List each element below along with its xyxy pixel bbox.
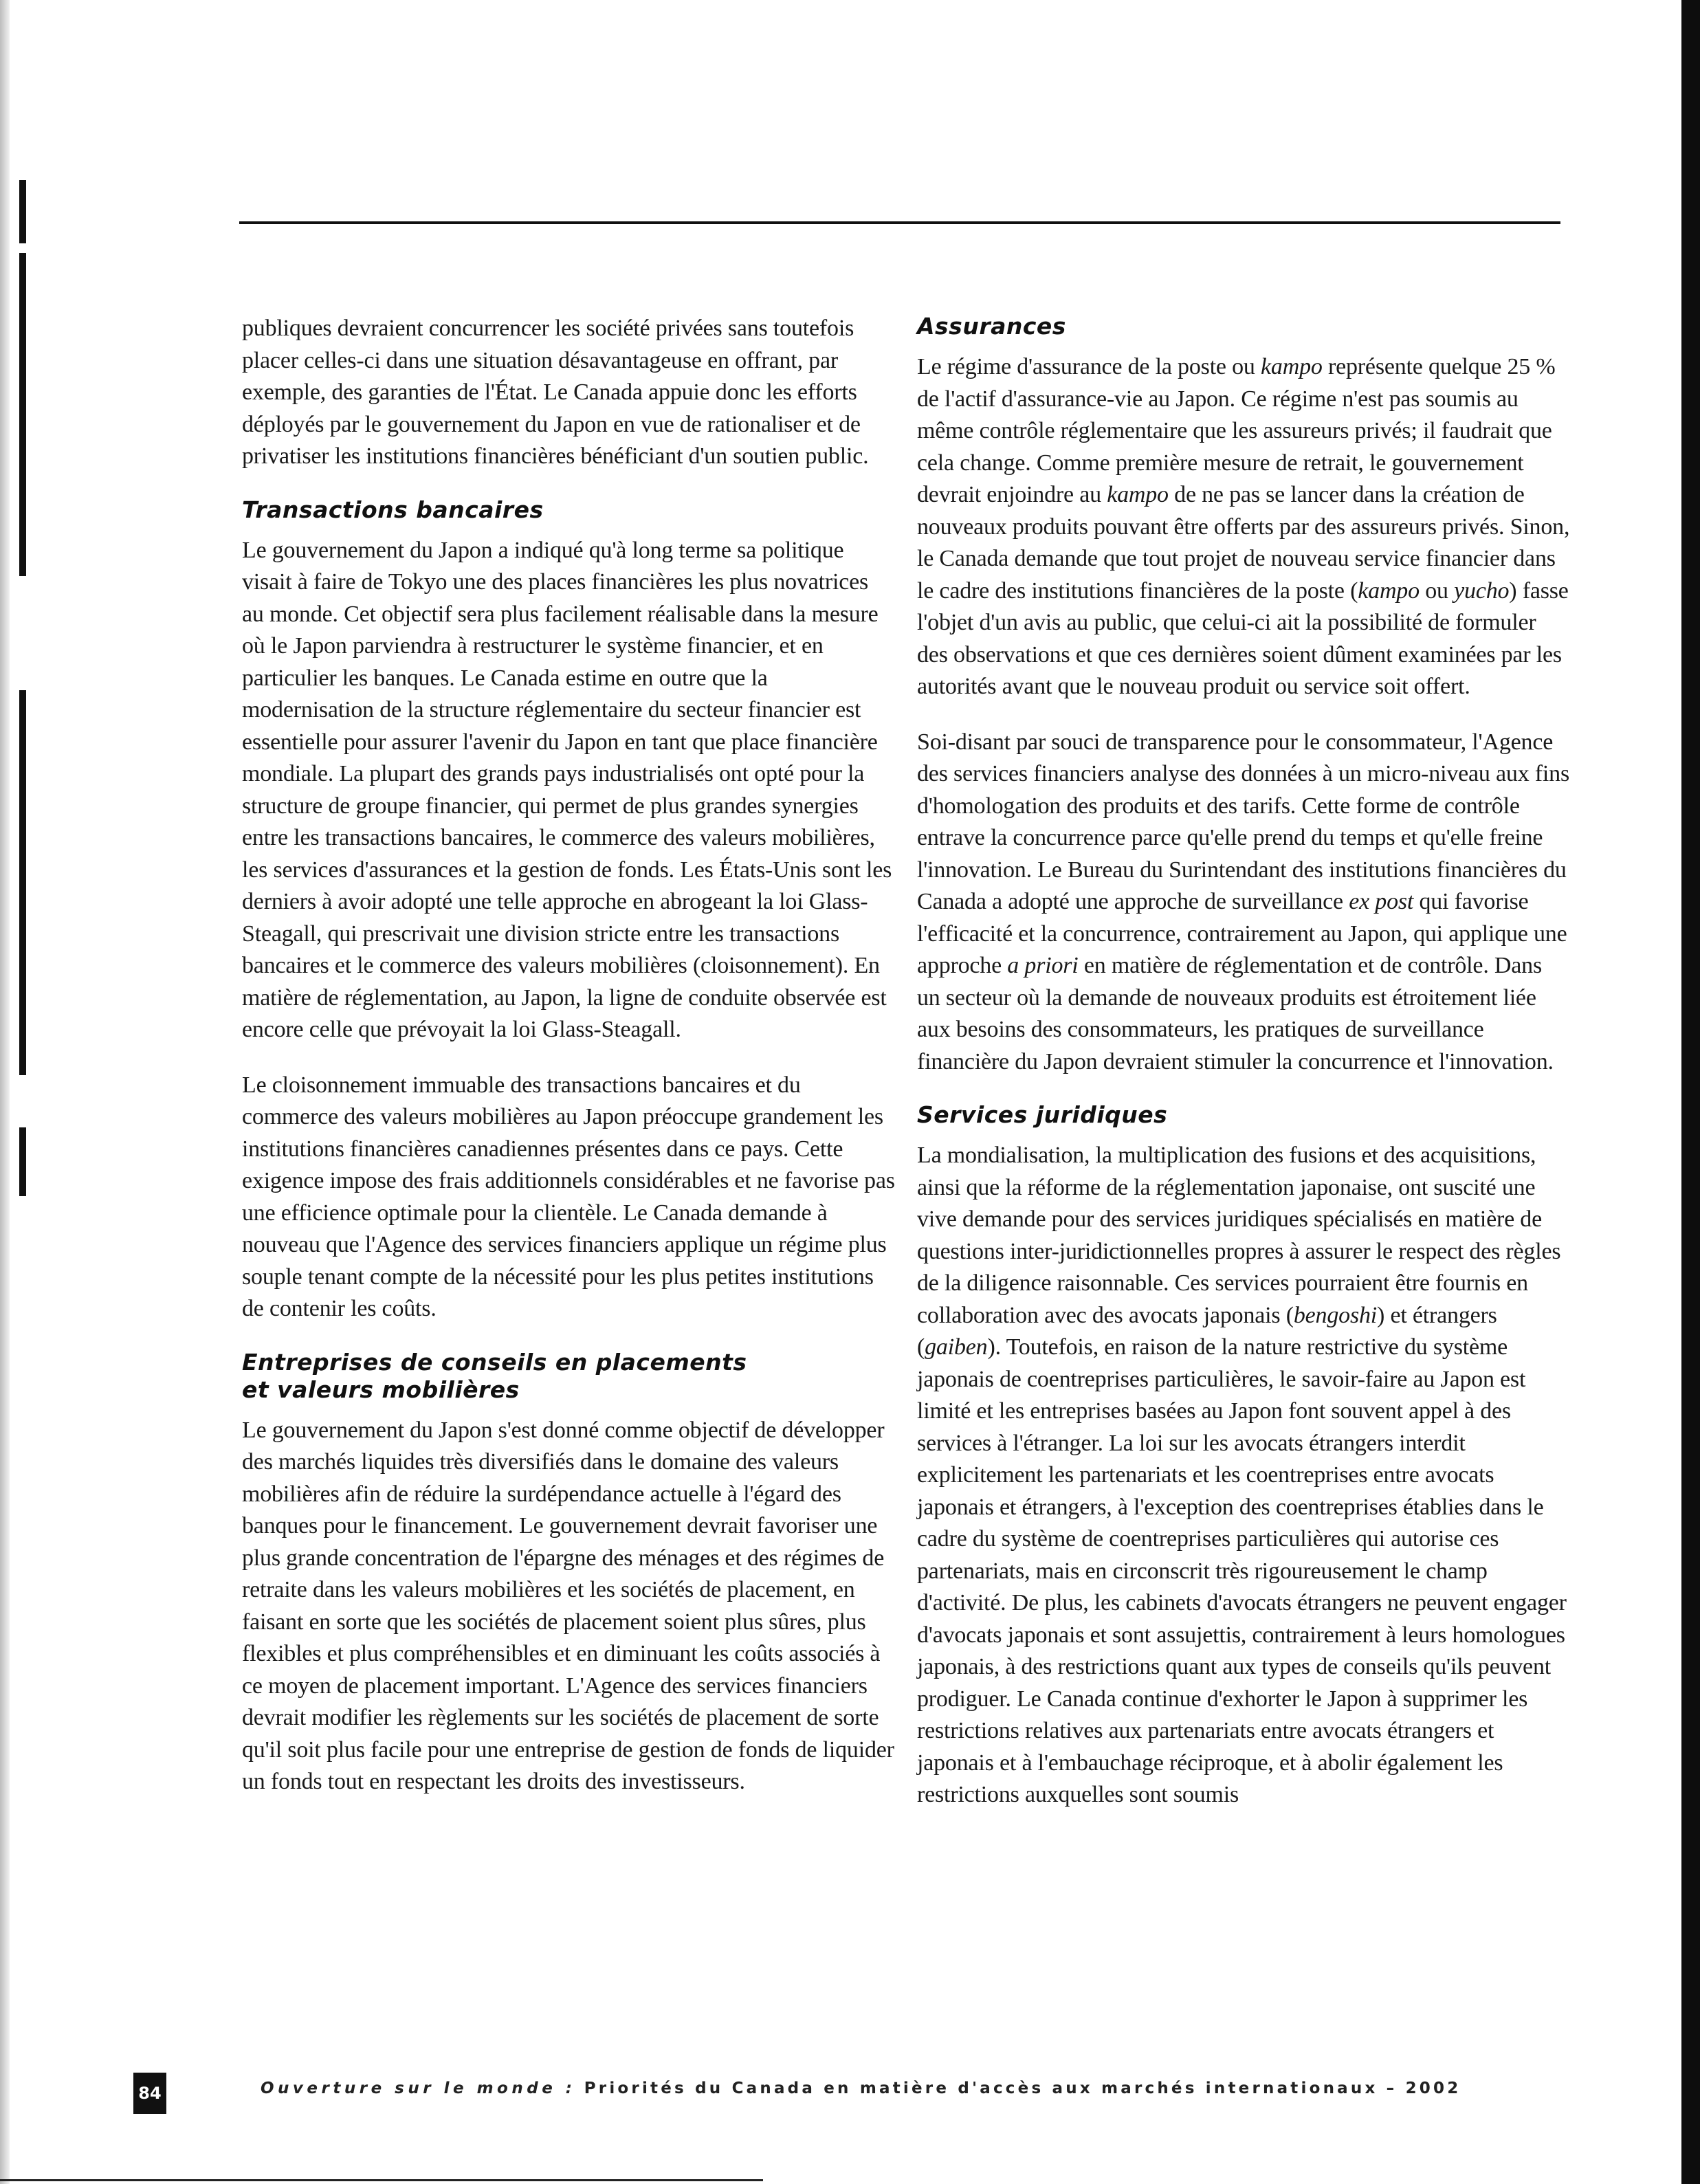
scan-mark bbox=[19, 1127, 26, 1196]
heading-line: et valeurs mobilières bbox=[242, 1376, 520, 1403]
paragraph: Le gouvernement du Japon a indiqué qu'à long terme sa politique visait à faire de Tokyo une des places financières les plus novatrices au monde. Cet objectif sera plus facilement réalisable dans la mesure où le Japon parviendra à restructurer le système financier, et en particulier les banques. Le Canada estime en outre que la modernisation de la structure réglementaire du secteur financier est essentielle pour assurer l'avenir du Japon en tant que place financière mondiale. La plupart des grands pays industrialisés ont opté pour la structure de groupe financier, qui permet de plus grandes synergies entre les transactions bancaires, le commerce des valeurs mobilières, les services d'assurances et la gestion de fonds. Les États-Unis sont les derniers à avoir adopté une telle approche en abrogeant la loi Glass-Steagall, qui prescrivait une division stricte entre les transactions bancaires et le commerce des valeurs mobilières (cloisonnement). En matière de réglementation, au Japon, la ligne de conduite observée est encore celle que prévoyait la loi Glass-Steagall. bbox=[242, 537, 892, 1042]
scan-mark bbox=[19, 180, 26, 243]
paragraph: La mondialisation, la multiplication des fusions et des acquisitions, ainsi que la réforme de la réglementation japonaise, ont suscité une vive demande pour des services juridiques spécialisés en matière de questions inter-juridictionnelles propres à assurer le respect des règles de la diligence raisonnable. Ces services pourraient être fournis en collaboration avec des avocats japonais (bengoshi) et étrangers (gaiben). Toutefois, en raison de la nature restrictive du système japonais de coentreprises particulières, le savoir-faire au Japon est limité et les entreprises basées au Japon font souvent appel à des services à l'étranger. La loi sur les avocats étrangers interdit explicitement les partenariats et les coentreprises entre avocats japonais et étrangers, à l'exception des coentreprises établies dans le cadre du système de coentreprises particulières qui autorise ces partenariats, mais en circonscrit très rigoureusement le champ d'activité. De plus, les cabinets d'avocats étrangers ne peuvent engager d'avocats japonais et sont assujettis, contrairement à leurs homologues japonais, à des restrictions quant aux types de conseils qu'ils peuvent prodiguer. Le Canada continue d'exhorter le Japon à supprimer les restrictions relatives aux partenariats entre avocats étrangers et japonais et à l'embauchage réciproque, et à abolir également les restrictions auxquelles sont soumis bbox=[917, 1143, 1567, 1807]
section-heading-assurances: Assurances bbox=[917, 313, 1066, 340]
left-column bbox=[242, 313, 895, 1822]
scan-mark bbox=[19, 253, 26, 576]
heading-line: Entreprises de conseils en placements bbox=[242, 1348, 747, 1376]
section-heading-conseils-placements bbox=[242, 1349, 895, 1404]
paragraph: Le gouvernement du Japon s'est donné comme objectif de développer des marchés liquides très diversifiés dans le domaine des valeurs mobilières afin de réduire la surdépendance actuelle à l'égard des banques pour le financement. Le gouvernement devrait favoriser une plus grande concentration de l'épargne des ménages et des régimes de retraite dans les valeurs mobilières et les sociétés de placement, en faisant en sorte que les sociétés de placement soient plus sûres, plus flexibles et plus compréhensibles et en diminuant les coûts associés à ce moyen de placement important. L'Agence des services financiers devrait modifier les règlements sur les sociétés de placement de sorte qu'il soit plus facile pour une entreprise de gestion de fonds de liquider un fonds tout en respectant les droits des investisseurs. bbox=[242, 1417, 894, 1794]
right-column bbox=[917, 313, 1570, 1835]
header-rule bbox=[239, 221, 1560, 224]
page-number: 84 bbox=[133, 2073, 166, 2114]
scan-left-edge bbox=[0, 0, 10, 2184]
footer-title: Ouverture sur le monde : Priorités du Canada en matière d'accès aux marchés internationaux – 2002 bbox=[261, 2080, 1461, 2097]
scan-right-edge bbox=[1681, 0, 1700, 2184]
scan-mark bbox=[19, 690, 26, 1075]
paragraph: Le cloisonnement immuable des transactions bancaires et du commerce des valeurs mobilières au Japon préoccupe grandement les institutions financières canadiennes présentes dans ce pays. Cette exigence impose des frais additionnels considérables et ne favorise pas une efficience optimale pour la clientèle. Le Canada demande à nouveau que l'Agence des services financiers applique un régime plus souple tenant compte de la nécessité pour les plus petites institutions de contenir les coûts. bbox=[242, 1072, 895, 1321]
paragraph: Le régime d'assurance de la poste ou kampo représente quelque 25 % de l'actif d'assurance-vie au Japon. Ce régime n'est pas soumis au même contrôle réglementaire que les assureurs privés; il faudrait que cela change. Comme première mesure de retrait, le gouvernement devrait enjoindre au kampo de ne pas se lancer dans la création de nouveaux produits pouvant être offerts par des assureurs privés. Sinon, le Canada demande que tout projet de nouveau service financier dans le cadre des institutions financières de la poste (kampo ou yucho) fasse l'objet d'un avis au public, que celui-ci ait la possibilité de formuler des observations et que ces dernières soient dûment examinées par les autorités avant que le nouveau produit ou service soit offert. bbox=[917, 354, 1570, 699]
section-heading-services-juridiques: Services juridiques bbox=[917, 1101, 1168, 1128]
intro-paragraph: publiques devraient concurrencer les société privées sans toutefois placer celles-ci dans une situation désavantageuse en offrant, par exemple, des garanties de l'État. Le Canada appuie donc les efforts déployés par le gouvernement du Japon en vue de rationaliser et de privatiser les institutions financières bénéficiant d'un soutien public. bbox=[242, 316, 869, 469]
scan-bottom-line bbox=[0, 2179, 763, 2181]
section-heading-transactions-bancaires: Transactions bancaires bbox=[242, 496, 544, 523]
paragraph: Soi-disant par souci de transparence pour le consommateur, l'Agence des services financiers analyse des données à un micro-niveau aux fins d'homologation des produits et des tarifs. Cette forme de contrôle entrave la concurrence parce qu'elle prend du temps et qu'elle freine l'innovation. Le Bureau du Surintendant des institutions financières du Canada a adopté une approche de surveillance ex post qui favorise l'efficacité et la concurrence, contrairement au Japon, qui applique une approche a priori en matière de réglementation et de contrôle. Dans un secteur où la demande de nouveaux produits est étroitement liée aux besoins des consommateurs, les pratiques de surveillance financière du Japon devraient stimuler la concurrence et l'innovation. bbox=[917, 729, 1569, 1074]
